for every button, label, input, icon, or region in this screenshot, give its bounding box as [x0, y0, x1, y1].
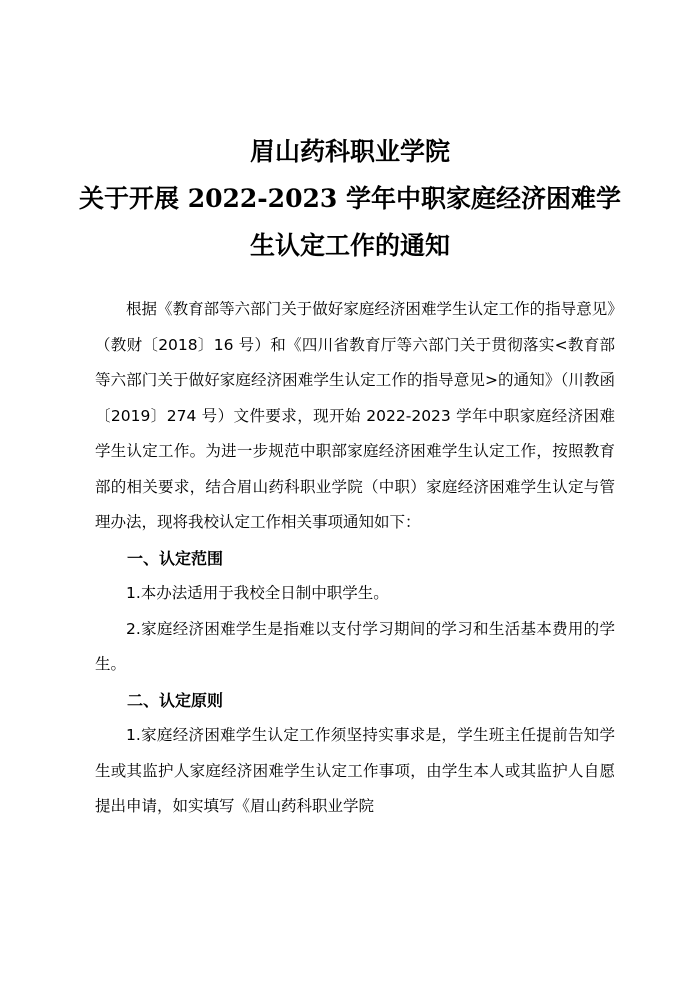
scope-item-1: 1.本办法适用于我校全日制中职学生。 — [126, 584, 389, 602]
scope-item-2: 2.家庭经济困难学生是指难以支付学习期间的学习和生活基本费用的学生。 — [95, 619, 615, 673]
intro-paragraph: 根据《教育部等六部门关于做好家庭经济困难学生认定工作的指导意见》（教财〔2018〕16 号）和《四川省教育厅等六部门关于贯彻落实<教育部等六部门关于做好家庭经济困难学生认定工作的指导意见>的通知》（川教函〔2019〕274 号）文件要求，现开始 2022-2023 学年中职家庭经济困难学生认定工作。为进一步规范中职部家庭经济困难学生认定工作，按照教育部的相关要求，结合眉山药科职业学院（中职）家庭经济困难学生认定与管理办法，现将我校认定工作相关事项通知如下： — [95, 300, 615, 531]
document-title — [60, 128, 640, 269]
title-line-school: 眉山药科职业学院 — [249, 137, 450, 166]
document-body — [95, 292, 615, 825]
principle-item-1: 1.家庭经济困难学生认定工作须坚持实事求是，学生班主任提前告知学生或其监护人家庭经济困难学生认定工作事项，由学生本人或其监护人自愿提出申请，如实填写《眉山药科职业学院 — [95, 726, 615, 815]
title-line-subject: 关于开展 2022-2023 学年中职家庭经济困难学 — [79, 184, 621, 213]
section-heading-principles: 二、认定原则 — [127, 690, 224, 710]
title-line-subject-end: 生认定工作的通知 — [249, 231, 450, 260]
section-heading-scope: 一、认定范围 — [127, 548, 224, 568]
